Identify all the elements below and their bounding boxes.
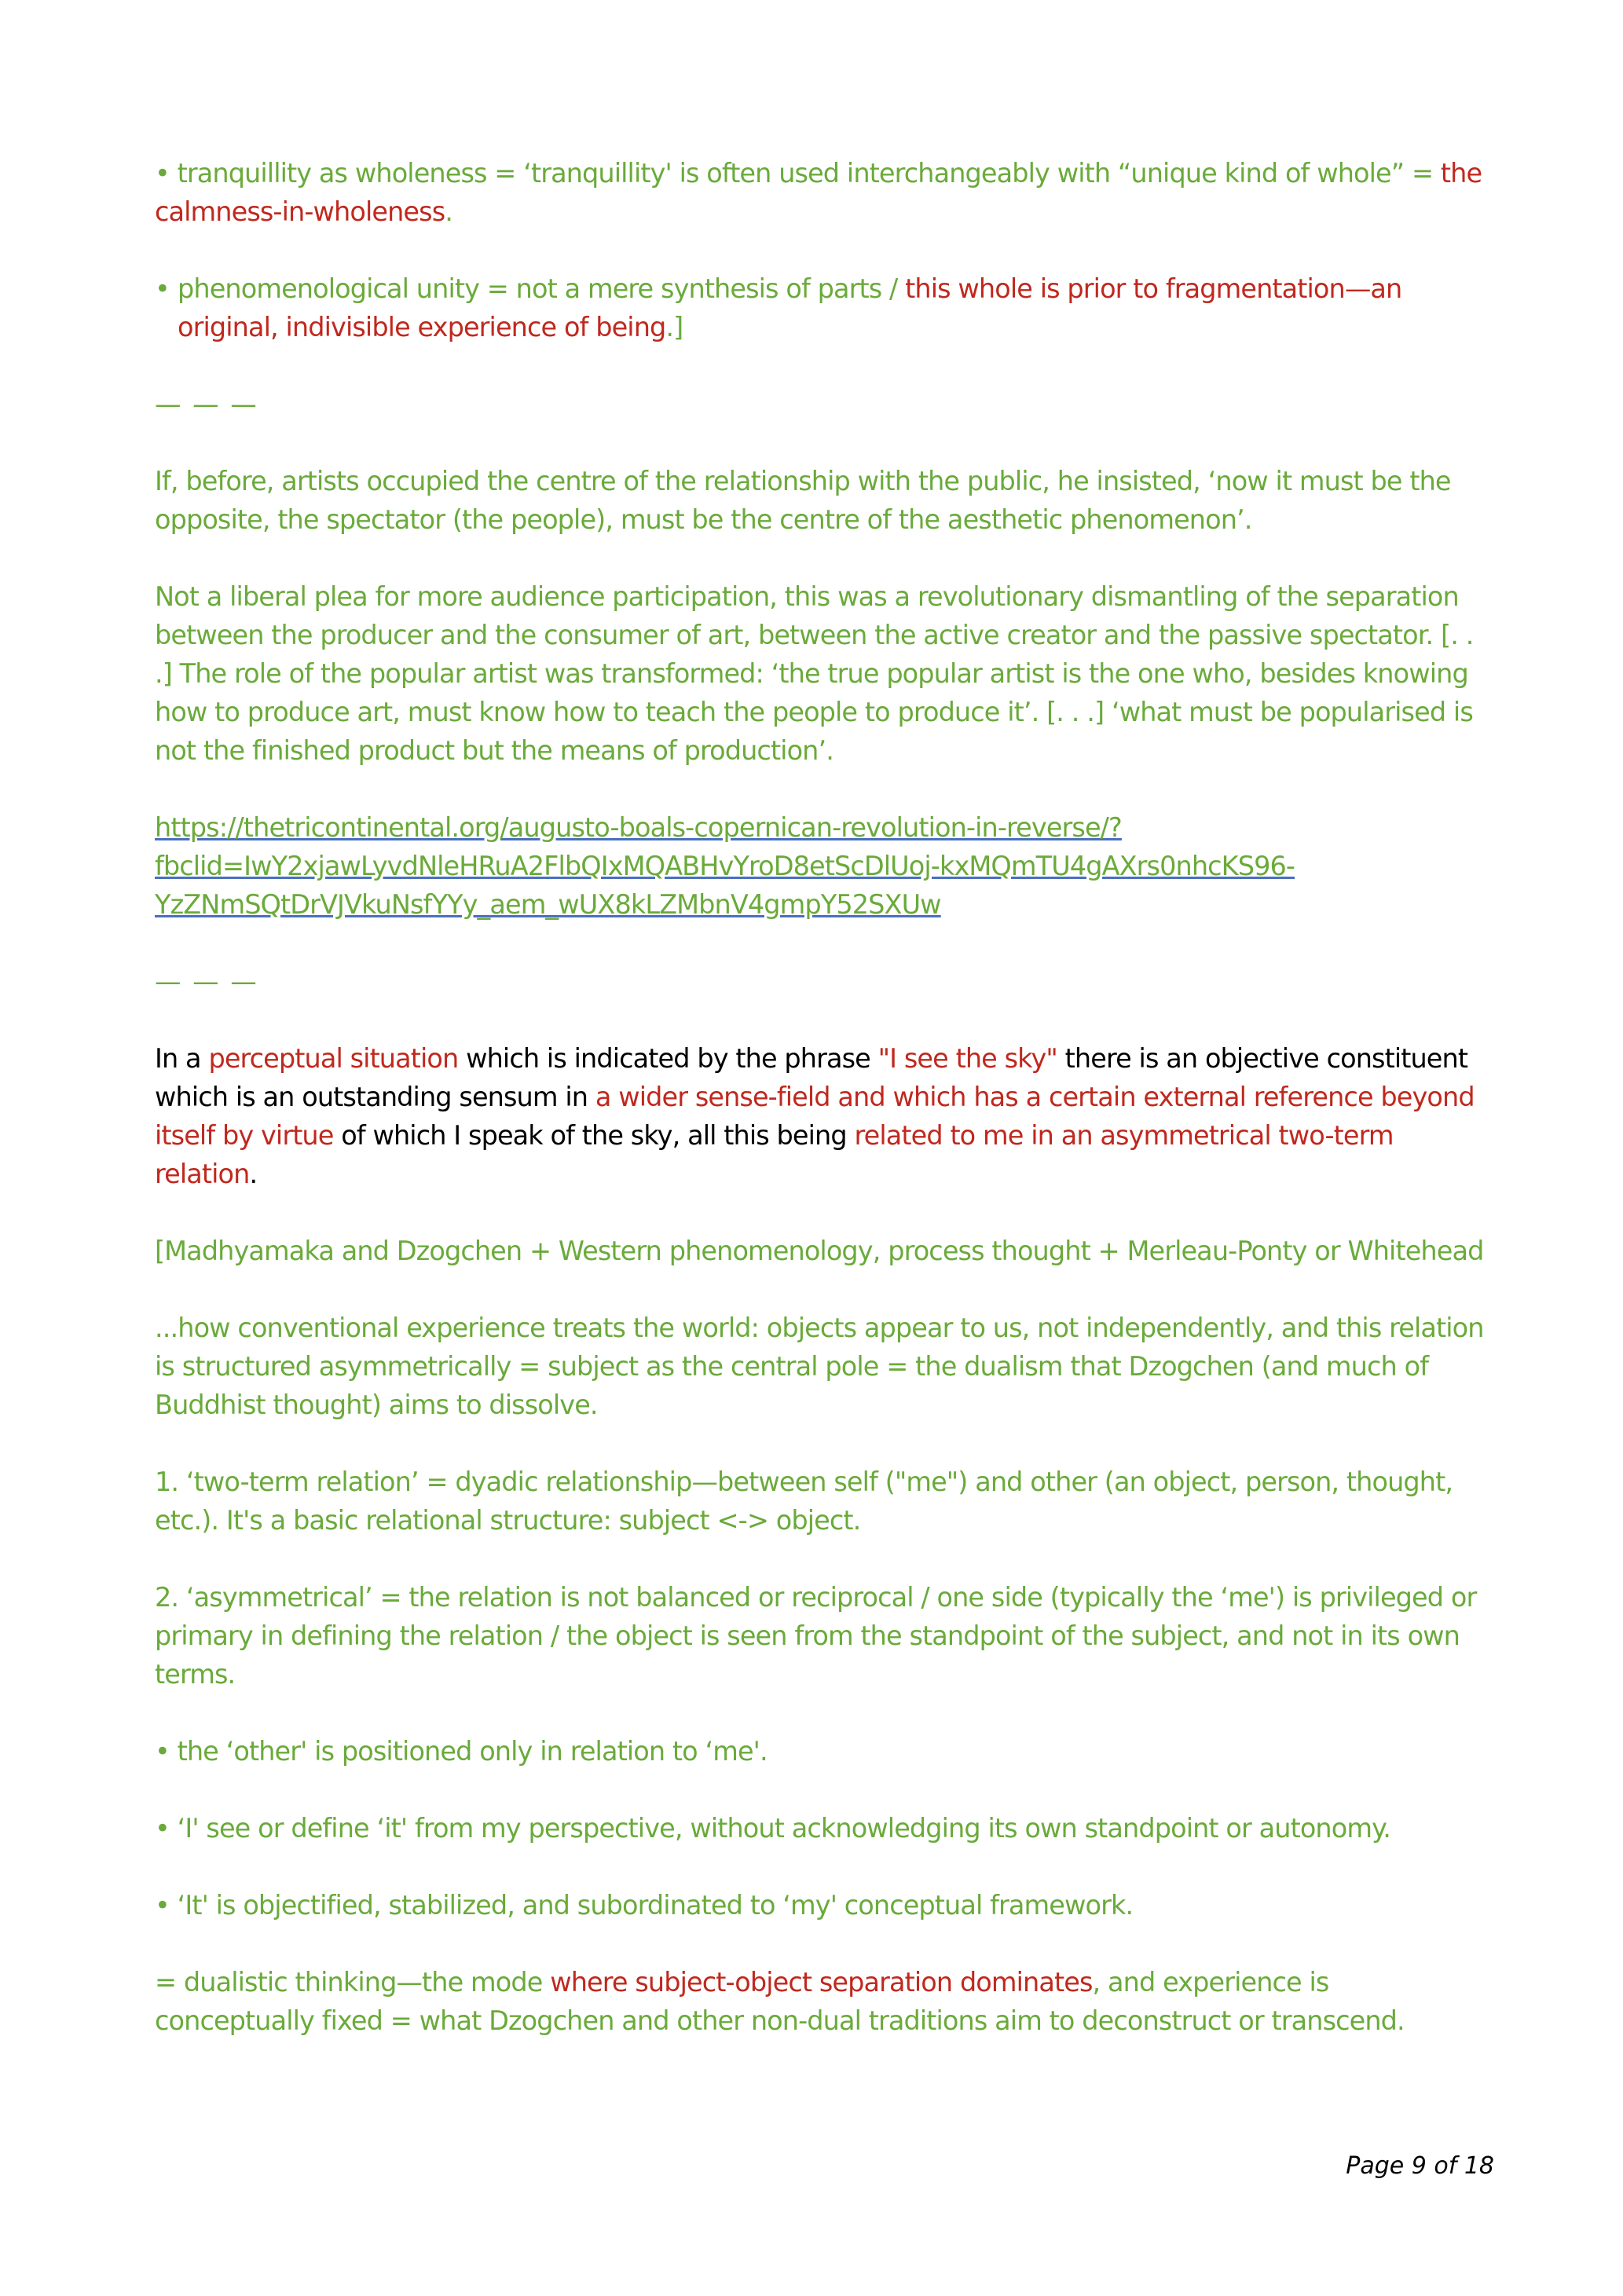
bullet-mark: •	[155, 158, 170, 189]
paragraph-spectator-centre: If, before, artists occupied the centre of the relationship with the public, he insisted, ‘now it must be the opposite, the spectator (the people), must be the centre of the aesthetic phenomenon’.	[155, 466, 1451, 535]
quote-text: of which I speak of the sky, all this being	[333, 1120, 855, 1151]
bullet-mark: •	[155, 273, 170, 304]
quote-highlight: a wider sense-field and which has a certain external reference beyond itself by virtue	[155, 1082, 1475, 1151]
quote-highlight: related to me in an asymmetrical two-term relation	[155, 1120, 1394, 1189]
quote-text: there is an objective constituent which is an outstanding sensum in	[155, 1043, 1468, 1112]
paragraph-two-term-relation: 1. ‘two-term relation’ = dyadic relationship—between self ("me") and other (an object, person, thought, etc.). It's a basic relational structure: subject <-> object.	[155, 1467, 1453, 1536]
paragraph-traditions: [Madhyamaka and Dzogchen + Western phenomenology, process thought + Merleau-Ponty or Whitehead	[155, 1236, 1484, 1266]
link-line: https://thetricontinental.org/augusto-boals-copernican-revolution-in-reverse/?	[155, 812, 1122, 843]
paragraph-boal-quote: Not a liberal plea for more audience participation, this was a revolutionary dismantling of the separation between the producer and the consumer of art, between the active creator and the passive spectator. [. . .] The role of the popular artist was transformed: ‘the true popular artist is the one who, besides knowing how to produce art, must know how to teach the people to produce it’. [. . .] ‘what must be popularised is not the finished product but the means of production’.	[155, 581, 1474, 766]
quote-text: which is indicated by the phrase	[458, 1043, 878, 1074]
quote-highlight: perceptual situation	[208, 1043, 459, 1074]
bullet-text-green: tranquillity as wholeness = ‘tranquillity' is often used interchangeably with “unique kind of whole” =	[169, 158, 1441, 189]
paragraph-asymmetrical: 2. ‘asymmetrical’ = the relation is not balanced or reciprocal / one side (typically the ‘me') is privileged or primary in defining the relation / the object is seen from the standpoint of the subject, and not in its own terms.	[155, 1582, 1477, 1690]
section-separator: — — —	[155, 966, 258, 997]
link-line: fbclid=IwY2xjawLyvdNleHRuA2FlbQIxMQABHvYroD8etScDlUoj-kxMQmTU4gAXrs0nhcKS96-	[155, 851, 1295, 881]
bullet-other: • the ‘other' is positioned only in relation to ‘me'.	[155, 1736, 768, 1767]
quote-highlight: "I see the sky"	[877, 1043, 1057, 1074]
bullet-text-green: phenomenological unity = not a mere synthesis of parts /	[178, 273, 906, 304]
bullet-phenomenological-unity	[155, 269, 1490, 346]
text-red: where subject-object separation dominates	[550, 1967, 1093, 1998]
source-link-block	[155, 808, 1490, 924]
page-content	[155, 154, 1490, 2078]
bullet-objectified: • ‘It' is objectified, stabilized, and subordinated to ‘my' conceptual framework.	[155, 1890, 1134, 1921]
bullet-text-end: .	[445, 196, 452, 227]
paragraph-conventional-experience: ...how conventional experience treats the world: objects appear to us, not independently, and this relation is structured asymmetrically = subject as the central pole = the dualism that Dzogchen (and much of Buddhist thought) aims to dissolve.	[155, 1313, 1484, 1420]
page-number: Page 9 of 18	[1346, 2152, 1494, 2180]
text-green: , and experience is conceptually fixed = what Dzogchen and other non-dual traditions aim to deconstruct or transcend.	[155, 1967, 1405, 2036]
link-line: YzZNmSQtDrVJVkuNsfYYy_aem_wUX8kLZMbnV4gmpY52SXUw	[155, 889, 941, 920]
source-link[interactable]	[155, 812, 1295, 920]
quote-text: .	[249, 1159, 258, 1189]
section-separator: — — —	[155, 389, 258, 419]
bullet-perspective: • ‘I' see or define ‘it' from my perspective, without acknowledging its own standpoint or autonomy.	[155, 1813, 1390, 1844]
bullet-text-red: this whole is prior to fragmentation—an original, indivisible experience of being	[178, 273, 1402, 342]
text-green: = dualistic thinking—the mode	[155, 1967, 551, 1998]
quote-text: In a	[155, 1043, 209, 1074]
bullet-tranquillity	[155, 154, 1490, 231]
paragraph-perceptual-situation	[155, 1039, 1490, 1193]
bullet-text-red: the calmness-in-wholeness	[155, 158, 1482, 227]
paragraph-dualistic-thinking	[155, 1963, 1490, 2040]
bullet-text-end: .]	[665, 312, 683, 342]
